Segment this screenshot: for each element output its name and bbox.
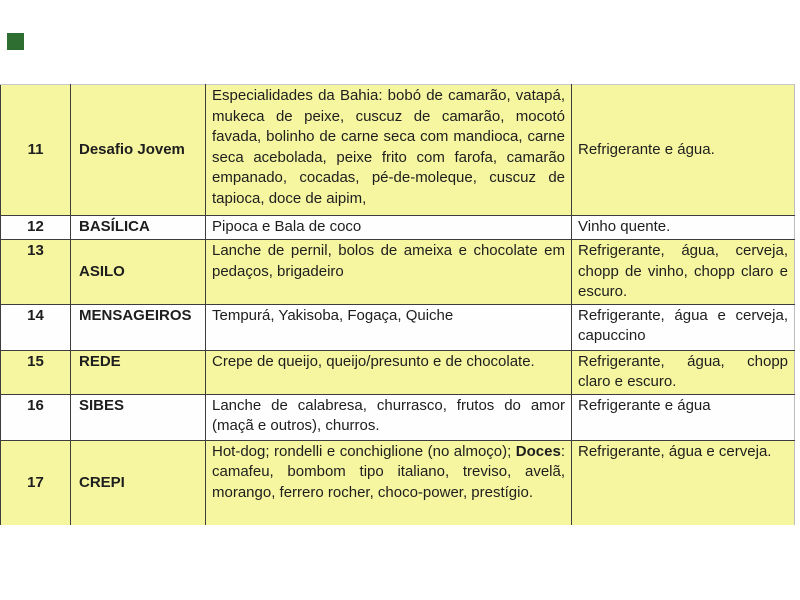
- food-text: Lanche de calabresa, churrasco, frutos do amor (maçã e outros), churros.: [212, 396, 565, 434]
- row-number-cell: 17: [1, 440, 71, 525]
- row-number-cell: 14: [1, 304, 71, 350]
- food-cell: [206, 85, 572, 216]
- table-row: [1, 85, 795, 216]
- row-number-cell: 16: [1, 394, 71, 440]
- table-row: [1, 216, 795, 240]
- food-text: Crepe de queijo, queijo/presunto e de chocolate.: [212, 352, 535, 370]
- drink-cell: Refrigerante, água e cerveja.: [572, 440, 795, 525]
- food-text: Hot-dog; rondelli e conchiglione (no almoço);: [212, 442, 516, 460]
- food-text: : camafeu, bombom tipo italiano, treviso, avelã, morango, ferrero rocher, choco-power, prestígio.: [212, 442, 565, 501]
- table-row: [1, 440, 795, 525]
- food-text: Pipoca e Bala de coco: [212, 218, 362, 235]
- drink-cell: Vinho quente.: [572, 216, 795, 240]
- row-number-cell: 15: [1, 350, 71, 394]
- table-body: [1, 85, 795, 526]
- food-cell: [206, 216, 572, 240]
- drink-cell: Refrigerante e água: [572, 394, 795, 440]
- food-cell: [206, 240, 572, 305]
- row-number-cell: 11: [1, 85, 71, 216]
- drink-cell: Refrigerante, água, cerveja, chopp de vinho, chopp claro e escuro.: [572, 240, 795, 305]
- stand-name-cell: Desafio Jovem: [71, 85, 206, 216]
- table-row: [1, 240, 795, 305]
- food-text: Especialidades da Bahia: bobó de camarão, vatapá, mukeca de peixe, cuscuz de camarão, mocotó favada, bolinho de carne seca com mandioca, carne seca acebolada, peixe frito com farofa, camarão empanado, cocadas, pé-de-moleque, cuscuz de tapioca, doce de aipim,: [212, 87, 565, 207]
- drink-cell: Refrigerante, água e cerveja, capuccino: [572, 304, 795, 350]
- food-cell: [206, 350, 572, 394]
- drink-cell: Refrigerante e água.: [572, 85, 795, 216]
- stand-name-cell: REDE: [71, 350, 206, 394]
- food-text-bold: Doces: [515, 442, 561, 460]
- food-drinks-table: [0, 84, 795, 525]
- food-cell: [206, 394, 572, 440]
- food-text: Tempurá, Yakisoba, Fogaça, Quiche: [212, 306, 454, 324]
- food-cell: [206, 440, 572, 525]
- table-row: [1, 350, 795, 394]
- drink-cell: Refrigerante, água, chopp claro e escuro.: [572, 350, 795, 394]
- stand-name-cell: BASÍLICA: [71, 216, 206, 240]
- table-row: [1, 394, 795, 440]
- green-square-marker: [7, 33, 24, 50]
- stand-name-cell: SIBES: [71, 394, 206, 440]
- table-row: [1, 304, 795, 350]
- row-number-cell: 13: [1, 240, 71, 305]
- food-cell: [206, 304, 572, 350]
- stand-name-cell: CREPI: [71, 440, 206, 525]
- food-text: Lanche de pernil, bolos de ameixa e chocolate em pedaços, brigadeiro: [212, 242, 565, 280]
- stand-name-cell: MENSAGEIROS: [71, 304, 206, 350]
- stand-name-cell: ASILO: [71, 240, 206, 305]
- row-number-cell: 12: [1, 216, 71, 240]
